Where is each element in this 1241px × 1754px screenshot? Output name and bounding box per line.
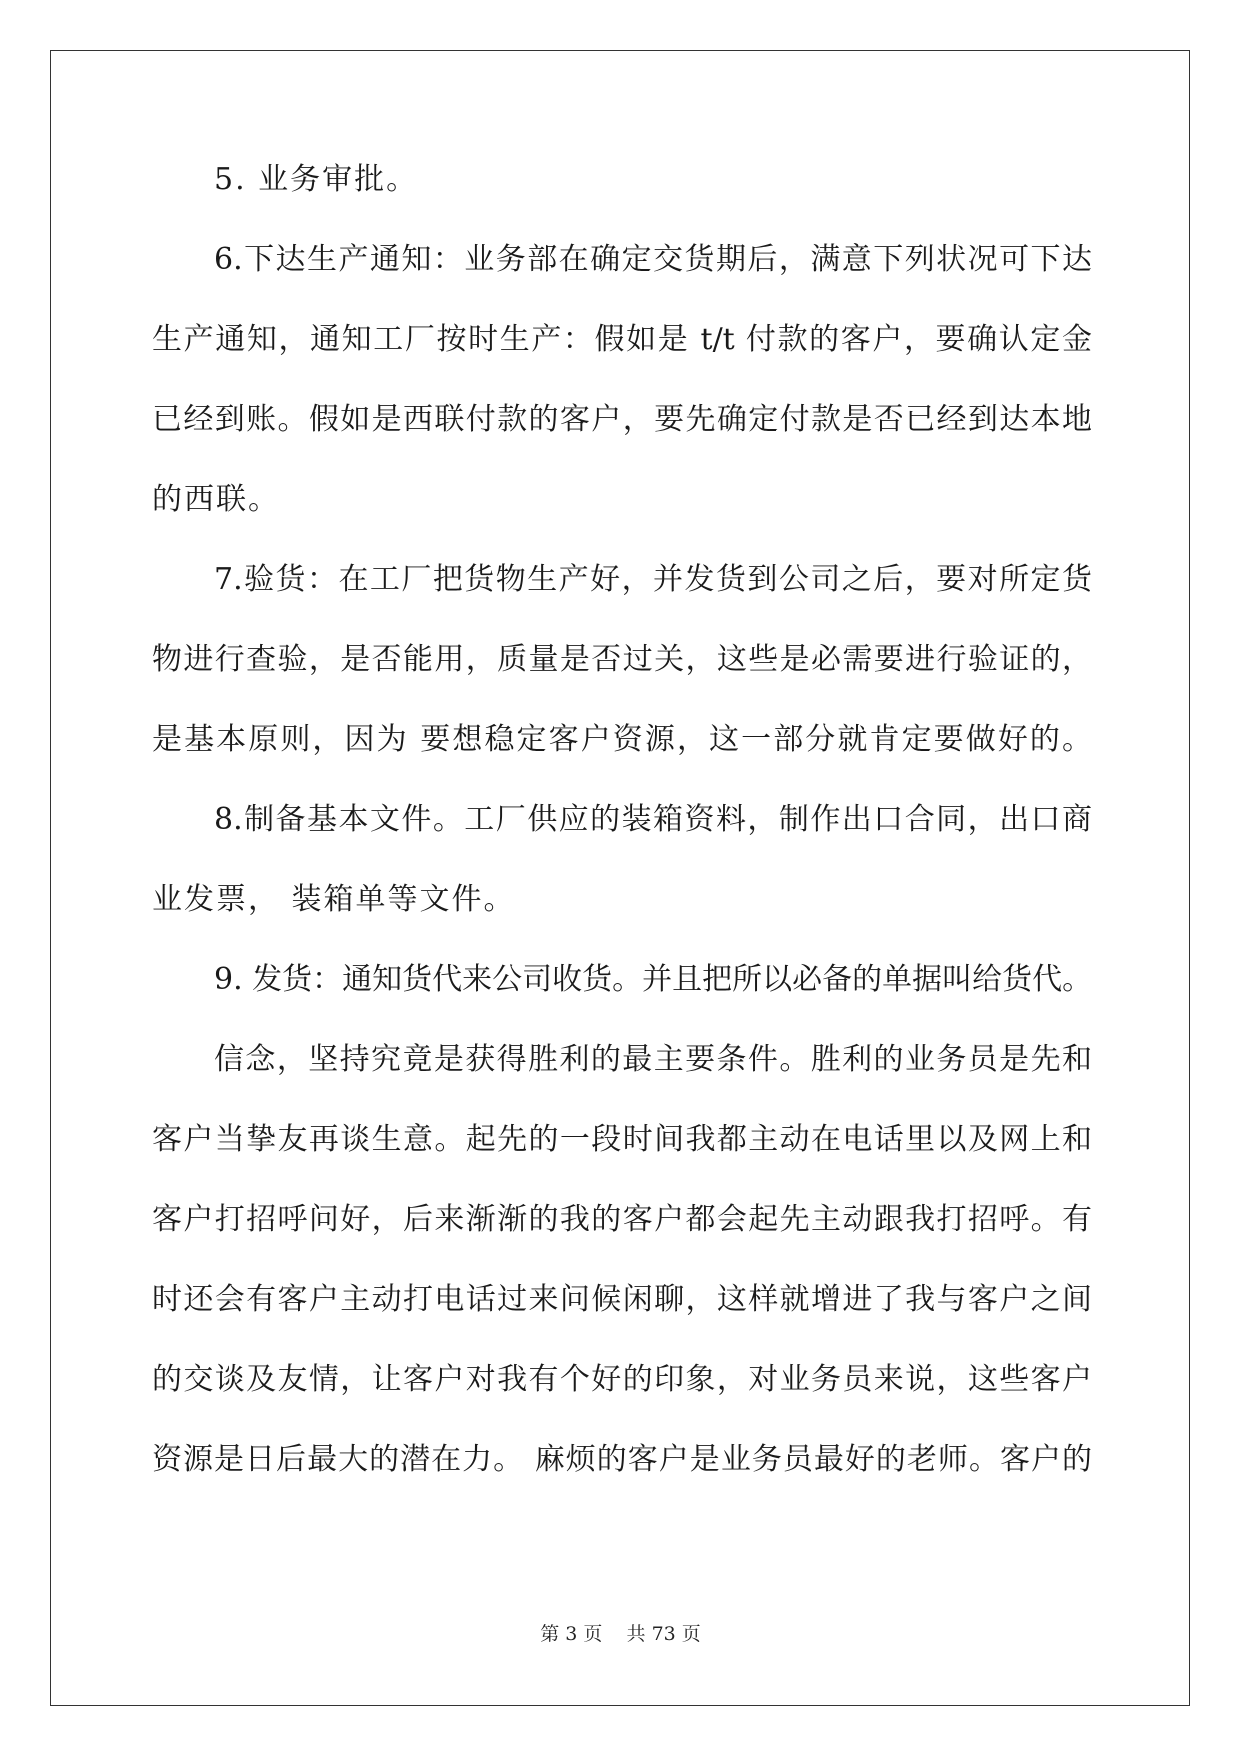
paragraph-line: 已经到账。假如是西联付款的客户，要先确定付款是否已经到达本地 [152, 402, 1092, 437]
paragraph-line: 资源是日后最大的潜在力。 麻烦的客户是业务员最好的老师。客户的 [152, 1442, 1092, 1477]
paragraph-line: 9. 发货：通知货代来公司收货。并且把所以必备的单据叫给货代。 [214, 962, 1093, 997]
paragraph-line: 7.验货：在工厂把货物生产好，并发货到公司之后，要对所定货 [214, 562, 1092, 597]
paragraph-line: 8.制备基本文件。工厂供应的装箱资料，制作出口合同，出口商 [214, 802, 1092, 837]
page-number-label: 第 3 页 共 73 页 [540, 1623, 701, 1645]
paragraph-line: 客户当挚友再谈生意。起先的一段时间我都主动在电话里以及网上和 [152, 1122, 1092, 1157]
paragraph-line: 是基本原则，因为 要想稳定客户资源，这一部分就肯定要做好的。 [152, 722, 1092, 757]
paragraph-line: 信念，坚持究竟是获得胜利的最主要条件。胜利的业务员是先和 [214, 1042, 1092, 1077]
paragraph-line: 业发票， 装箱单等文件。 [152, 882, 516, 917]
page-footer [0, 1622, 1241, 1646]
paragraph-line: 的西联。 [152, 482, 280, 517]
paragraph-line: 的交谈及友情，让客户对我有个好的印象，对业务员来说，这些客户 [152, 1362, 1092, 1397]
paragraph-line: 客户打招呼问好，后来渐渐的我的客户都会起先主动跟我打招呼。有 [152, 1202, 1092, 1237]
paragraph-line: 生产通知，通知工厂按时生产：假如是 t/t 付款的客户，要确认定金 [152, 322, 1092, 357]
paragraph-line: 时还会有客户主动打电话过来问候闲聊，这样就增进了我与客户之间 [152, 1282, 1092, 1317]
paragraph-line: 物进行查验，是否能用，质量是否过关，这些是必需要进行验证的， [152, 642, 1092, 677]
paragraph-line: 6.下达生产通知：业务部在确定交货期后，满意下列状况可下达 [214, 242, 1092, 277]
paragraph-line: 5. 业务审批。 [214, 162, 419, 197]
